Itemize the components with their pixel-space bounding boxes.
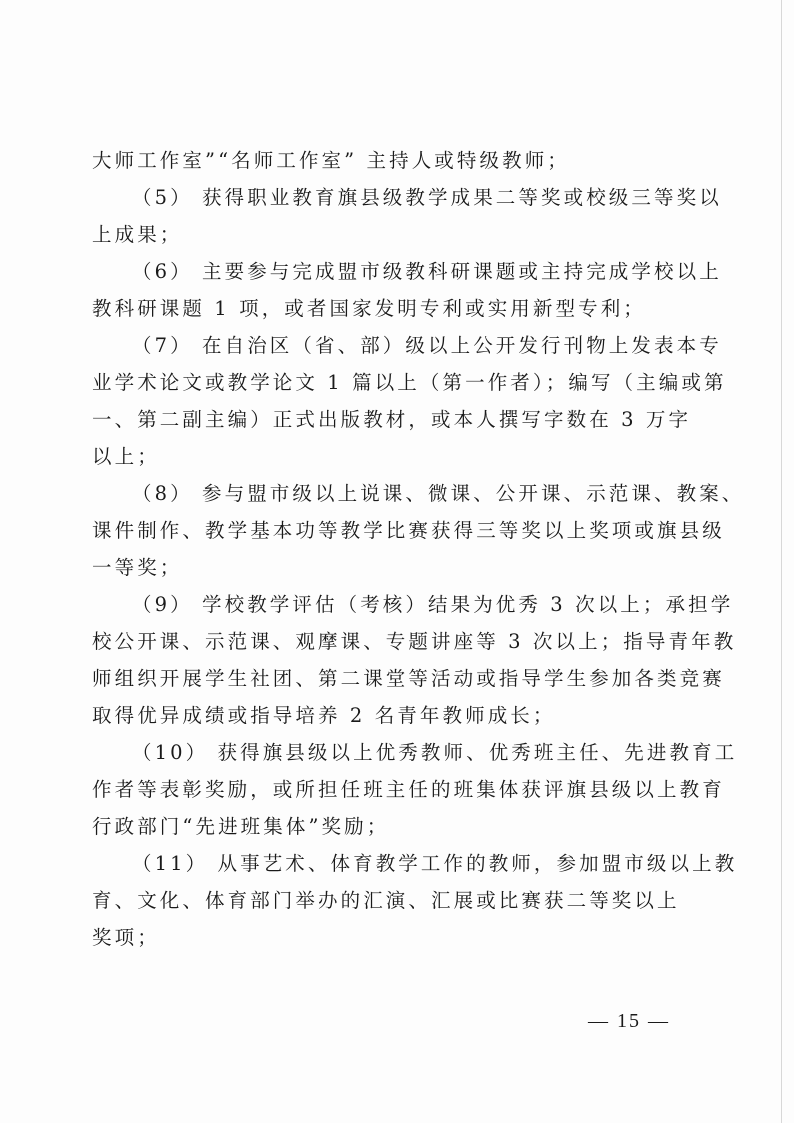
text-line: （10） 获得旗县级以上优秀教师、优秀班主任、先进教育工	[132, 741, 738, 764]
text-line: 一等奖；	[92, 556, 183, 579]
text-line: （11） 从事艺术、体育教学工作的教师，参加盟市级以上教	[132, 852, 738, 875]
text-line: 业学术论文或教学论文 1 篇以上（第一作者）；编写（主编或第	[92, 371, 727, 394]
text-line: 大师工作室”“名师工作室” 主持人或特级教师；	[92, 149, 570, 172]
text-line: 师组织开展学生社团、第二课堂等活动或指导学生参加各类竞赛	[92, 667, 725, 690]
text-line: （9） 学校教学评估（考核）结果为优秀 3 次以上；承担学	[132, 593, 734, 616]
text-line: 上成果；	[92, 223, 183, 246]
text-line: 教科研课题 1 项，或者国家发明专利或实用新型专利；	[92, 297, 646, 320]
text-line: 以上；	[92, 445, 160, 468]
text-line: 校公开课、示范课、观摩课、专题讲座等 3 次以上；指导青年教	[92, 630, 737, 653]
text-line: 行政部门“先进班集体”奖励；	[92, 815, 390, 838]
page-number: — 15 —	[588, 1010, 670, 1032]
text-line: 取得优异成绩或指导培养 2 名青年教师成长；	[92, 704, 556, 727]
text-line: 奖项；	[92, 926, 160, 949]
text-line: 作者等表彰奖励，或所担任班主任的班集体获评旗县级以上教育	[92, 778, 725, 801]
text-line: 课件制作、教学基本功等教学比赛获得三等奖以上奖项或旗县级	[92, 519, 725, 542]
text-line: （6） 主要参与完成盟市级教科研课题或主持完成学校以上	[132, 260, 722, 283]
text-line: 一、第二副主编）正式出版教材，或本人撰写字数在 3 万字	[92, 408, 692, 431]
body-text	[92, 142, 745, 956]
text-line: （7） 在自治区（省、部）级以上公开发行刊物上发表本专	[132, 334, 722, 357]
page-edge-divider	[781, 0, 782, 1123]
text-line: （8） 参与盟市级以上说课、微课、公开课、示范课、教案、	[132, 482, 745, 505]
text-line: 育、文化、体育部门举办的汇演、汇展或比赛获二等奖以上	[92, 889, 680, 912]
text-line: （5） 获得职业教育旗县级教学成果二等奖或校级三等奖以	[132, 186, 722, 209]
